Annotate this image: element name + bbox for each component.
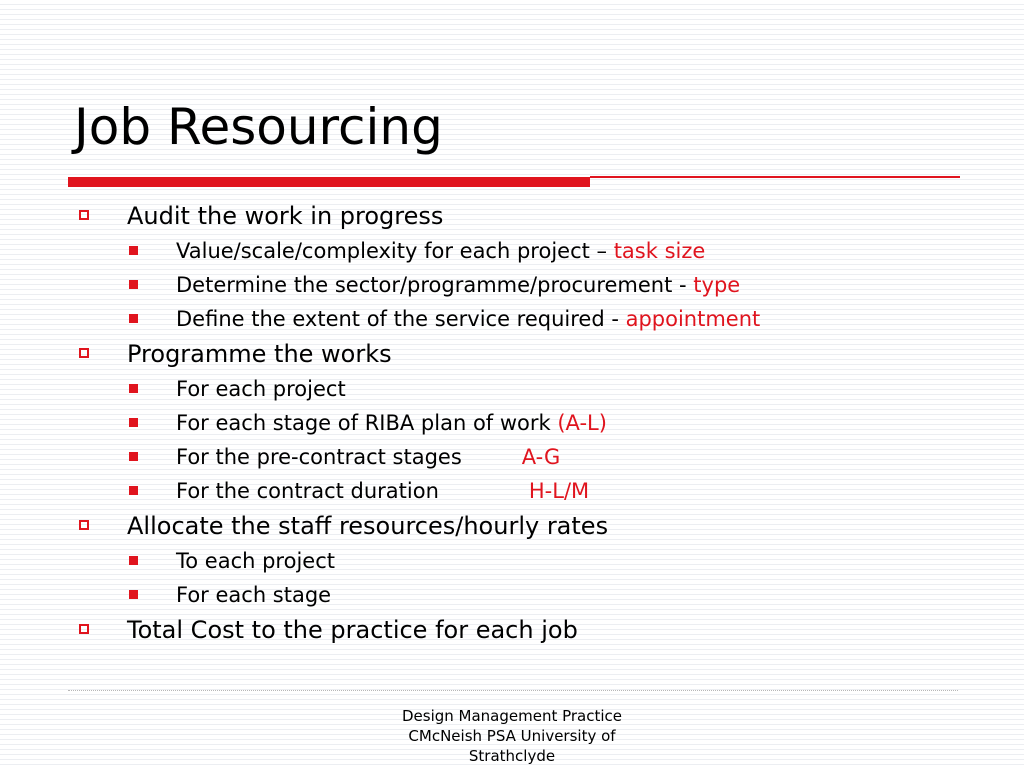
bullet-heading: Audit the work in progress bbox=[127, 202, 444, 230]
hollow-square-bullet-icon bbox=[79, 348, 89, 358]
bullet-audit bbox=[0, 198, 1024, 234]
sub-bullet bbox=[0, 234, 1024, 268]
sub-bullet-accent: A-G bbox=[521, 445, 561, 469]
sub-bullet bbox=[0, 372, 1024, 406]
hollow-square-bullet-icon bbox=[79, 624, 89, 634]
filled-square-bullet-icon bbox=[129, 418, 138, 427]
footer-divider bbox=[68, 690, 958, 691]
sub-bullet-text: Define the extent of the service required - bbox=[176, 307, 626, 331]
footer-line: Strathclyde bbox=[468, 747, 556, 765]
hollow-square-bullet-icon bbox=[79, 210, 89, 220]
filled-square-bullet-icon bbox=[129, 486, 138, 495]
sub-bullet bbox=[0, 544, 1024, 578]
bullet-heading: Total Cost to the practice for each job bbox=[127, 616, 578, 644]
footer-line: CMcNeish PSA University of bbox=[408, 727, 616, 745]
filled-square-bullet-icon bbox=[129, 280, 138, 289]
bullet-programme bbox=[0, 336, 1024, 372]
sub-bullet-accent: appointment bbox=[625, 307, 761, 331]
sub-bullet-accent: task size bbox=[613, 239, 706, 263]
sub-bullet-text: Value/scale/complexity for each project – bbox=[176, 239, 614, 263]
bullet-heading: Allocate the staff resources/hourly rates bbox=[127, 512, 609, 540]
sub-bullet-accent: type bbox=[693, 273, 741, 297]
sub-bullet-text: For each stage bbox=[176, 583, 332, 607]
sub-bullet bbox=[0, 440, 1024, 474]
sub-bullet-text: For the pre-contract stages bbox=[176, 445, 462, 469]
sub-bullet bbox=[0, 474, 1024, 508]
sub-bullet-text: Determine the sector/programme/procurement - bbox=[176, 273, 694, 297]
bullet-allocate bbox=[0, 508, 1024, 544]
sub-bullet-accent: (A-L) bbox=[557, 411, 607, 435]
footer-line: Design Management Practice bbox=[401, 707, 623, 725]
filled-square-bullet-icon bbox=[129, 314, 138, 323]
filled-square-bullet-icon bbox=[129, 246, 138, 255]
slide-title: Job Resourcing bbox=[74, 98, 443, 156]
sub-bullet bbox=[0, 268, 1024, 302]
filled-square-bullet-icon bbox=[129, 590, 138, 599]
sub-bullet-text: To each project bbox=[176, 549, 335, 573]
bullet-list bbox=[0, 198, 1024, 648]
sub-bullet bbox=[0, 578, 1024, 612]
filled-square-bullet-icon bbox=[129, 384, 138, 393]
sub-bullet bbox=[0, 302, 1024, 336]
sub-bullet-accent: H-L/M bbox=[528, 479, 590, 503]
hollow-square-bullet-icon bbox=[79, 520, 89, 530]
bullet-total-cost bbox=[0, 612, 1024, 648]
sub-bullet-text: For each stage of RIBA plan of work bbox=[176, 411, 558, 435]
sub-bullet-text: For each project bbox=[176, 377, 346, 401]
sub-bullet bbox=[0, 406, 1024, 440]
filled-square-bullet-icon bbox=[129, 556, 138, 565]
slide-footer bbox=[372, 706, 652, 766]
title-underline-thin bbox=[590, 176, 960, 178]
sub-bullet-text: For the contract duration bbox=[176, 479, 439, 503]
filled-square-bullet-icon bbox=[129, 452, 138, 461]
bullet-heading: Programme the works bbox=[127, 340, 392, 368]
title-underline-thick bbox=[68, 177, 590, 187]
